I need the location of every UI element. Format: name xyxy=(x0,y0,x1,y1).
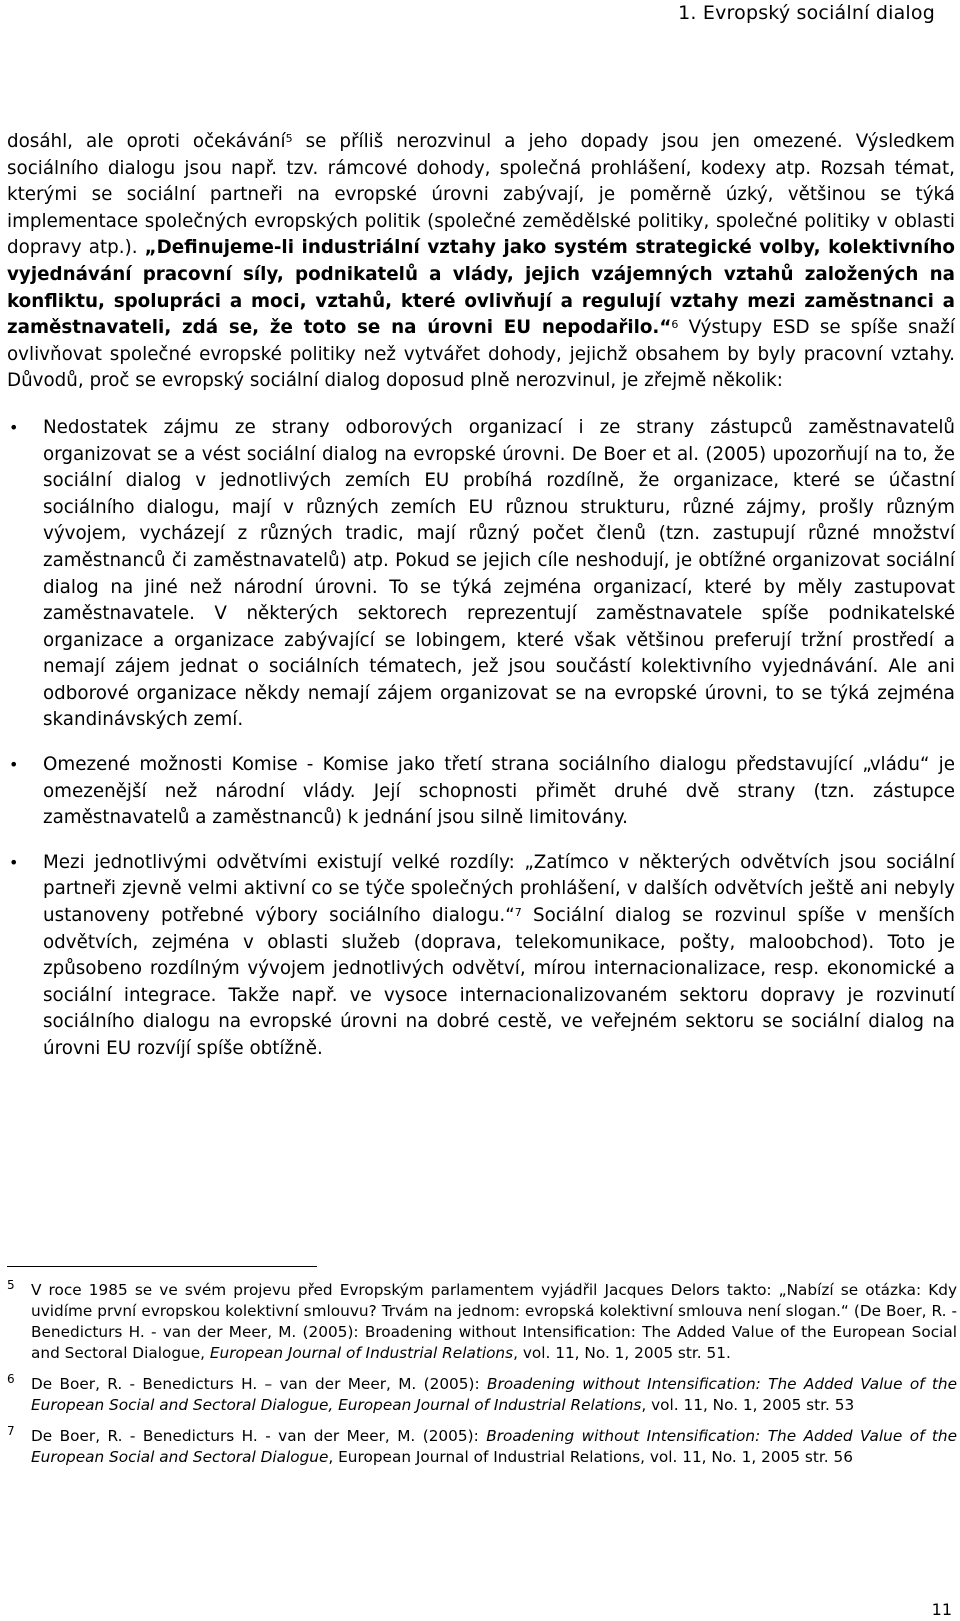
footnote-ref-5[interactable]: 5 xyxy=(285,132,293,145)
footnote-7 xyxy=(7,1426,957,1468)
intro-text-2: se příliš nerozvinul a jeho dopady jsou jen omezené. Výsledkem sociálního dialogu jsou např. tzv. rámcové dohody, společná prohlášení, kodexy atp. Rozsah témat, kterými se sociální partneři na evropské úrovni zabývají, je poměrně úzký, většinou se týká implementace společných evropských politik (společné zemědělské politiky, společné politiky v oblasti dopravy atp.). xyxy=(7,131,955,259)
footnote-title: Broadening without Intensification: The Added Value of the European Social and Sectoral Dialogue, European Journal of Industrial Relations xyxy=(31,1375,958,1414)
footnote-text xyxy=(31,1280,957,1364)
intro-quote: „Definujeme-li industriální vztahy jako systém strategické volby, kolektivního vyjednávání pracovní síly, podnikatelů a vlády, jejich vzájemných vztahů založených na konfliktu, spolupráci a moci, vztahů, které ovlivňují a regulují vztahy mezi zaměstnanci a zaměstnavateli, zdá se, že toto se na úrovni EU nepodařilo. xyxy=(7,237,955,339)
main-text xyxy=(7,129,955,1081)
intro-paragraph xyxy=(7,129,955,395)
chapter-header: 1. Evropský sociální dialog xyxy=(678,2,935,24)
bullet-icon: • xyxy=(9,852,19,872)
list-item-text-a: Mezi jednotlivými odvětvími existují velké rozdíly: „Zatímco v některých odvětvích jsou sociální partneři zjevně velmi aktivní co se týče společných prohlášení, v dalších odvětvích ještě ani nebyly ustanoveny potřebné výbory sociálního dialogu.“ xyxy=(43,851,955,927)
footnote-text-a: V roce 1985 se ve svém projevu před Evropským parlamentem vyjádřil Jacques Delors takto: „Nabízí se otázka: Kdy uvidíme první evropskou kolektivní smlouvu? Trvám na jednom: evropská kolektivní smlouva není slogan.“ (De Boer, R. - Benedicturs H. - van der Meer, M. (2005): Broadening without Intensification: The Added Value of the European Social and Sectoral Dialogue, xyxy=(31,1281,957,1362)
list-item xyxy=(7,752,955,832)
intro-text-1: dosáhl, ale oproti očekávání xyxy=(7,131,286,152)
footnote-journal: European Journal of Industrial Relations xyxy=(209,1344,514,1362)
list-item-text-b: Sociální dialog se rozvinul spíše v menších odvětvích, zejména v oblasti služeb (doprava, telekomunikace, pošty, maloobchod). Toto je způsobeno rozdílným vývojem jednotlivých odvětví, mírou internacionalizace, resp. ekonomické a sociální integrace. Takže např. ve vysoce internacionalizovaném sektoru dopravy je rozvinutí sociálního dialogu na evropské úrovni na dobré cestě, ve veřejném sektoru se sociální dialog na úrovni EU rozvíjí spíše obtížně. xyxy=(43,905,956,1059)
footnote-number: 7 xyxy=(7,1424,15,1438)
footnote-6 xyxy=(7,1374,957,1416)
bullet-icon: • xyxy=(9,417,19,437)
footnote-text xyxy=(31,1426,957,1468)
footnote-text xyxy=(31,1374,957,1416)
footnote-5 xyxy=(7,1280,957,1364)
footnote-text-b: , vol. 11, No. 1, 2005 str. 53 xyxy=(641,1396,855,1414)
footnote-title: Broadening without Intensification: The Added Value of the European Social and Sectoral Dialogue xyxy=(31,1427,958,1466)
page-number: 11 xyxy=(931,1600,952,1619)
footnote-text-b: , vol. 11, No. 1, 2005 str. 51. xyxy=(513,1344,731,1362)
reasons-list xyxy=(7,415,955,1063)
footnote-text-b: , European Journal of Industrial Relations, vol. 11, No. 1, 2005 str. 56 xyxy=(328,1448,853,1466)
footnote-text-a: De Boer, R. - Benedicturs H. – van der Meer, M. (2005): xyxy=(31,1375,487,1393)
list-item xyxy=(7,850,955,1063)
list-item xyxy=(7,415,955,734)
intro-text-3: Výstupy ESD se spíše snaží ovlivňovat společné evropské politiky než vytvářet dohody, jejichž obsahem by byly pracovní vztahy. Důvodů, proč se evropský sociální dialog doposud plně nerozvinul, je zřejmě několik: xyxy=(7,317,955,392)
bullet-icon: • xyxy=(9,755,19,775)
list-item-text: Omezené možnosti Komise - Komise jako třetí strana sociálního dialogu představující „vládu“ je omezenější než národní vlády. Její schopnosti přimět druhé dvě strany (tzn. zástupce zaměstnavatelů a zaměstnanců) k jednání jsou silně limitovány. xyxy=(43,754,955,829)
footnote-ref-7[interactable]: 7 xyxy=(514,906,522,920)
footnote-number: 6 xyxy=(7,1372,15,1386)
footnote-number: 5 xyxy=(7,1278,15,1292)
intro-quote-close: “ xyxy=(659,317,672,339)
list-item-text: Nedostatek zájmu ze strany odborových organizací i ze strany zástupců zaměstnavatelů organizovat se a vést sociální dialog na evropské úrovni. De Boer et al. (2005) upozorňují na to, že sociální dialog v jednotlivých zemích EU probíhá rozdílně, že organizace, které se účastní sociálního dialogu, mají v různých zemích EU různou strukturu, různé zájmy, prošly různým vývojem, vycházejí z různých tradic, mají různý počet členů (tzn. zastupují různé množství zaměstnanců či zaměstnavatelů) atp. Pokud se jejich cíle neshodují, je obtížné organizovat sociální dialog na jiné než národní úrovni. To se týká zejména organizací, které by měly zastupovat zaměstnavatele. V některých sektorech reprezentují zaměstnavatele spíše podnikatelské organizace a organizace zabývající se lobingem, které však většinou preferují tržní prostředí a nemají zájem jednat o sociálních tématech, jež jsou součástí kolektivního vyjednávání. Ale ani odborové organizace někdy nemají zájem organizovat se na evropské úrovni, to se týká zejména skandinávských zemí. xyxy=(43,416,955,731)
footnote-text-a: De Boer, R. - Benedicturs H. - van der Meer, M. (2005): xyxy=(31,1427,487,1445)
footnote-ref-6[interactable]: 6 xyxy=(671,318,679,332)
footnotes xyxy=(7,1280,957,1478)
footnote-divider xyxy=(7,1266,317,1267)
